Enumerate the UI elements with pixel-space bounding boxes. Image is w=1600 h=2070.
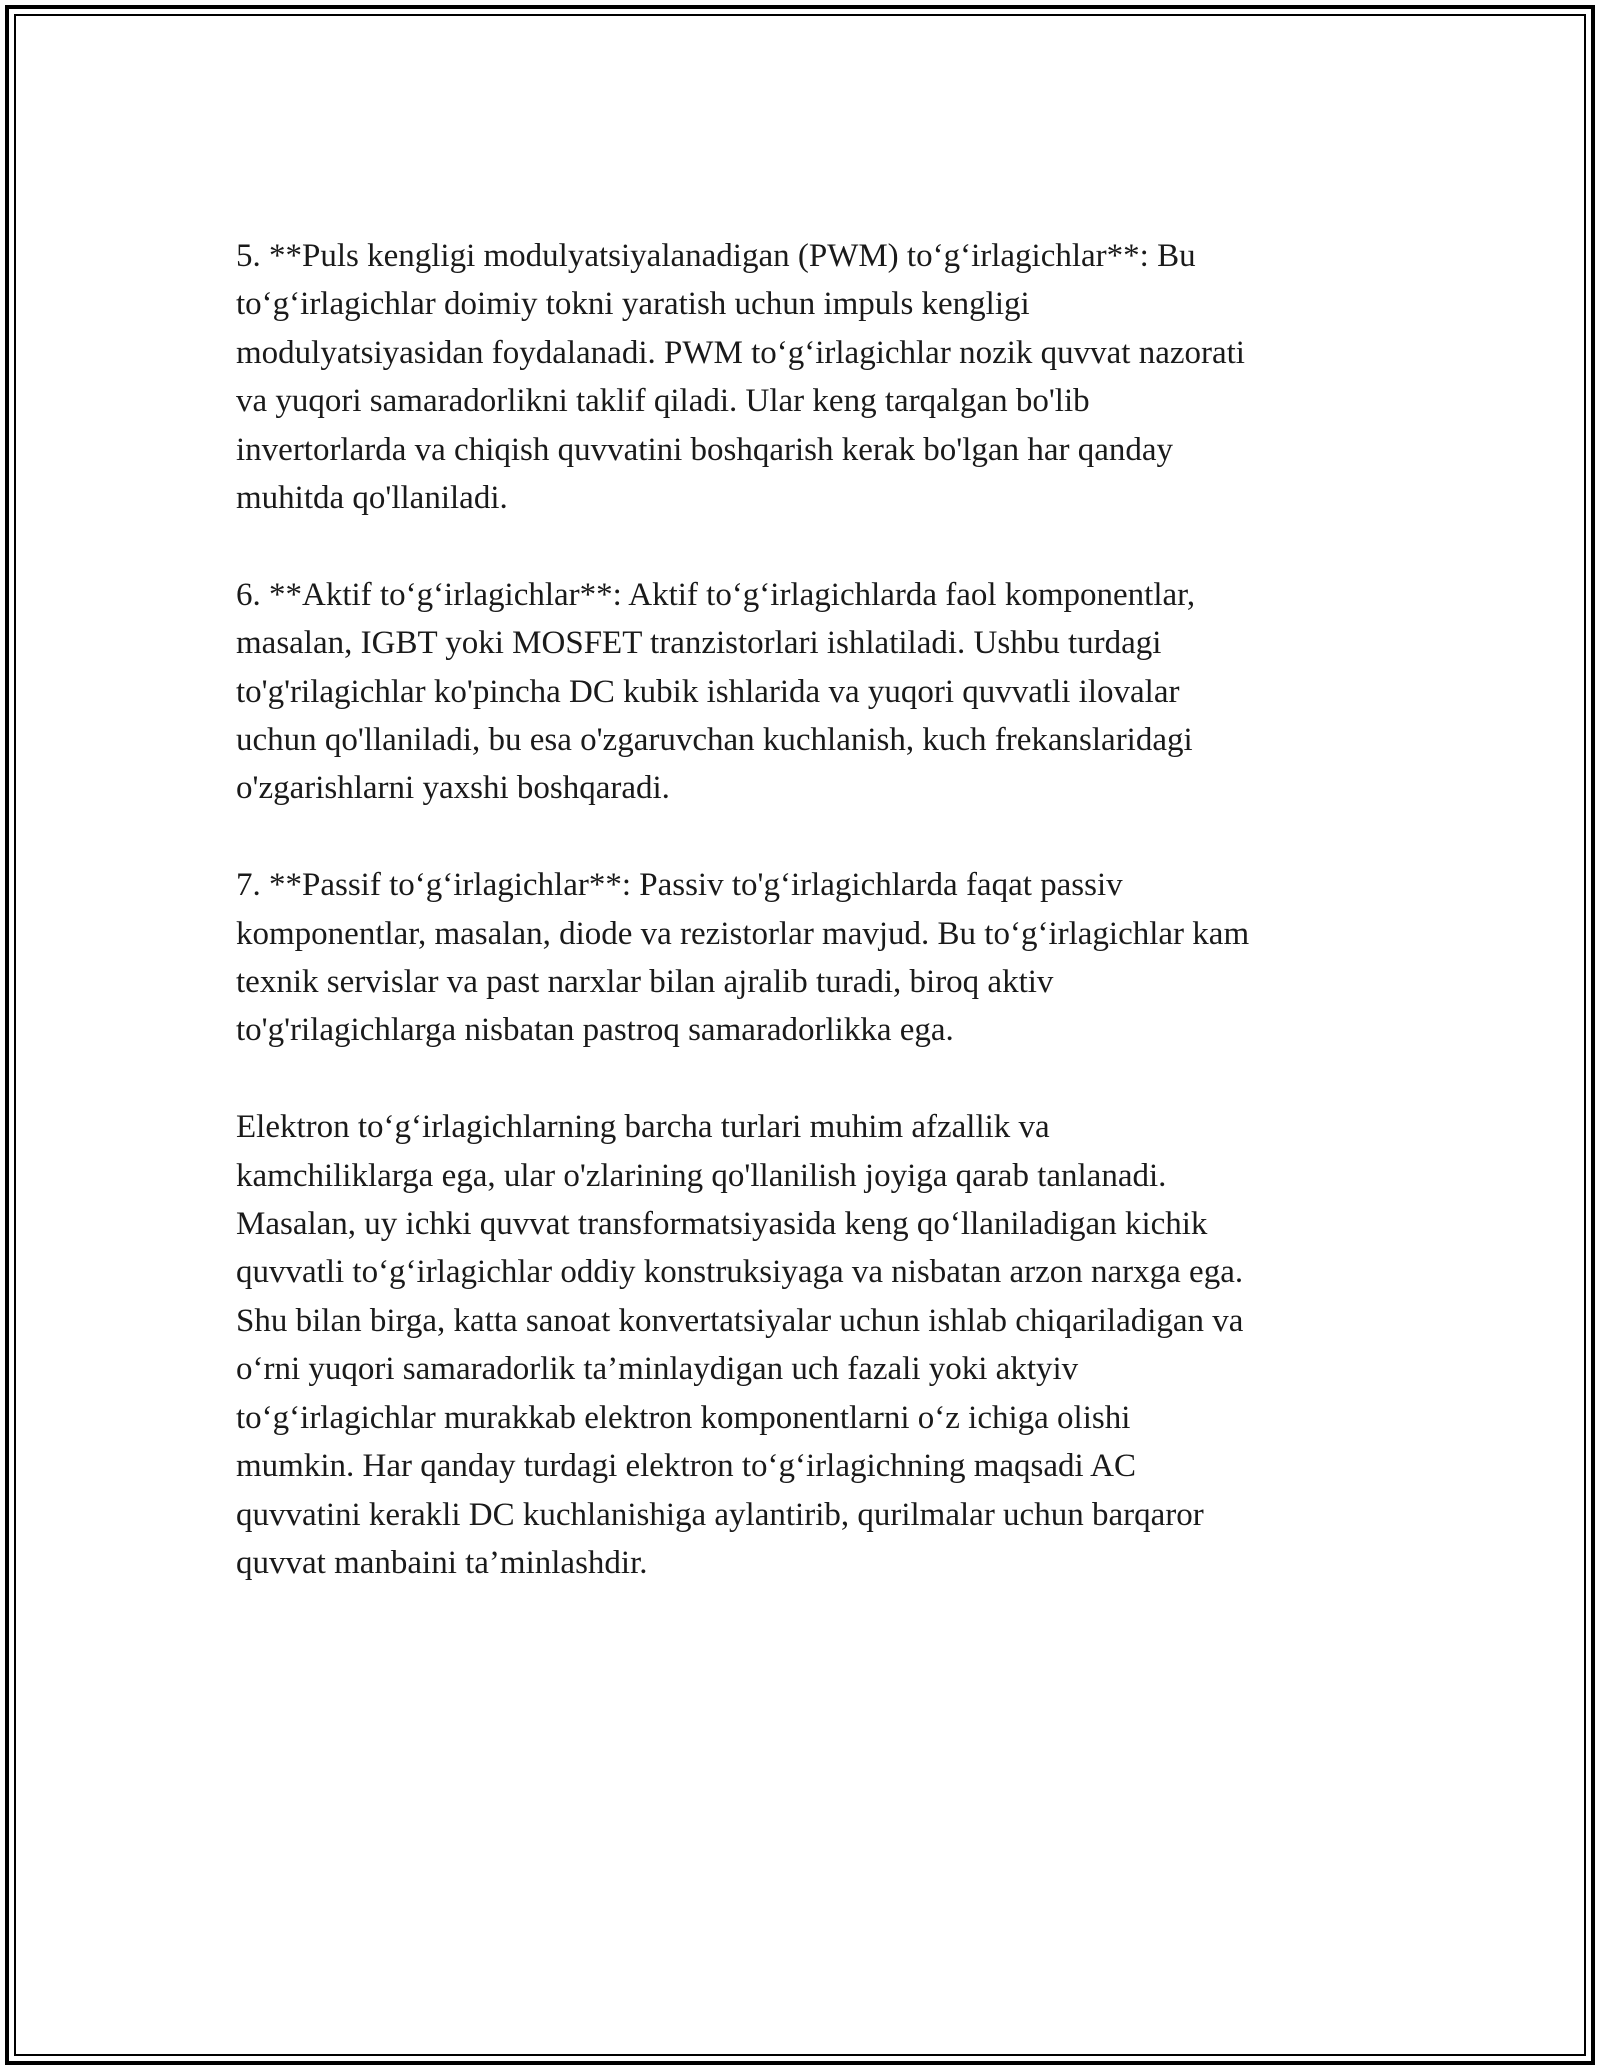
text-line: invertorlarda va chiqish quvvatini boshqarish kerak bo'lgan har qanday xyxy=(236,431,1174,468)
document-body xyxy=(236,232,1366,1636)
text-line: quvvatli to‘g‘irlagichlar oddiy konstruksiyaga va nisbatan arzon narxga ega. xyxy=(236,1254,1244,1291)
text-line: 6. **Aktif to‘g‘irlagichlar**: Aktif to‘g‘irlagichlarda faol komponentlar, xyxy=(236,576,1196,613)
text-line: masalan, IGBT yoki MOSFET tranzistorlari ishlatiladi. Ushbu turdagi xyxy=(236,625,1162,662)
paragraph-pwm-rectifiers xyxy=(236,232,1366,522)
paragraph-active-rectifiers xyxy=(236,571,1366,813)
paragraph-summary xyxy=(236,1103,1366,1587)
text-line: o'zgarishlarni yaxshi boshqaradi. xyxy=(236,770,670,807)
text-line: to'g'rilagichlarga nisbatan pastroq samaradorlikka ega. xyxy=(236,1012,954,1049)
text-line: mumkin. Har qanday turdagi elektron to‘g‘irlagichning maqsadi AC xyxy=(236,1448,1136,1485)
text-line: Masalan, uy ichki quvvat transformatsiyasida keng qo‘llaniladigan kichik xyxy=(236,1206,1208,1243)
text-line: muhitda qo'llaniladi. xyxy=(236,480,508,517)
text-line: to'g'rilagichlar ko'pincha DC kubik ishlarida va yuqori quvvatli ilovalar xyxy=(236,673,1180,710)
text-line: quvvatini kerakli DC kuchlanishiga aylantirib, qurilmalar uchun barqaror xyxy=(236,1496,1204,1533)
paragraph-passive-rectifiers xyxy=(236,861,1366,1055)
text-line: to‘g‘irlagichlar murakkab elektron komponentlarni o‘z ichiga olishi xyxy=(236,1399,1131,1436)
text-line: modulyatsiyasidan foydalanadi. PWM to‘g‘irlagichlar nozik quvvat nazorati xyxy=(236,334,1245,371)
text-line: to‘g‘irlagichlar doimiy tokni yaratish uchun impuls kengligi xyxy=(236,286,1030,323)
text-line: quvvat manbaini ta’minlashdir. xyxy=(236,1544,648,1581)
text-line: 5. **Puls kengligi modulyatsiyalanadigan (PWM) to‘g‘irlagichlar**: Bu xyxy=(236,238,1196,274)
text-line: uchun qo'llaniladi, bu esa o'zgaruvchan kuchlanish, kuch frekanslaridagi xyxy=(236,722,1193,759)
text-line: Shu bilan birga, katta sanoat konvertatsiyalar uchun ishlab chiqariladigan va xyxy=(236,1302,1244,1339)
text-line: Elektron to‘g‘irlagichlarning barcha turlari muhim afzallik va xyxy=(236,1109,1050,1146)
text-line: texnik servislar va past narxlar bilan ajralib turadi, biroq aktiv xyxy=(236,964,1054,1001)
text-line: va yuqori samaradorlikni taklif qiladi. Ular keng tarqalgan bo'lib xyxy=(236,383,1090,420)
text-line: 7. **Passif to‘g‘irlagichlar**: Passiv to'g‘irlagichlarda faqat passiv xyxy=(236,867,1123,904)
text-line: kamchiliklarga ega, ular o'zlarining qo'llanilish joyiga qarab tanlanadi. xyxy=(236,1157,1167,1194)
text-line: komponentlar, masalan, diode va rezistorlar mavjud. Bu to‘g‘irlagichlar kam xyxy=(236,915,1250,952)
text-line: o‘rni yuqori samaradorlik ta’minlaydigan uch fazali yoki aktyiv xyxy=(236,1351,1079,1388)
